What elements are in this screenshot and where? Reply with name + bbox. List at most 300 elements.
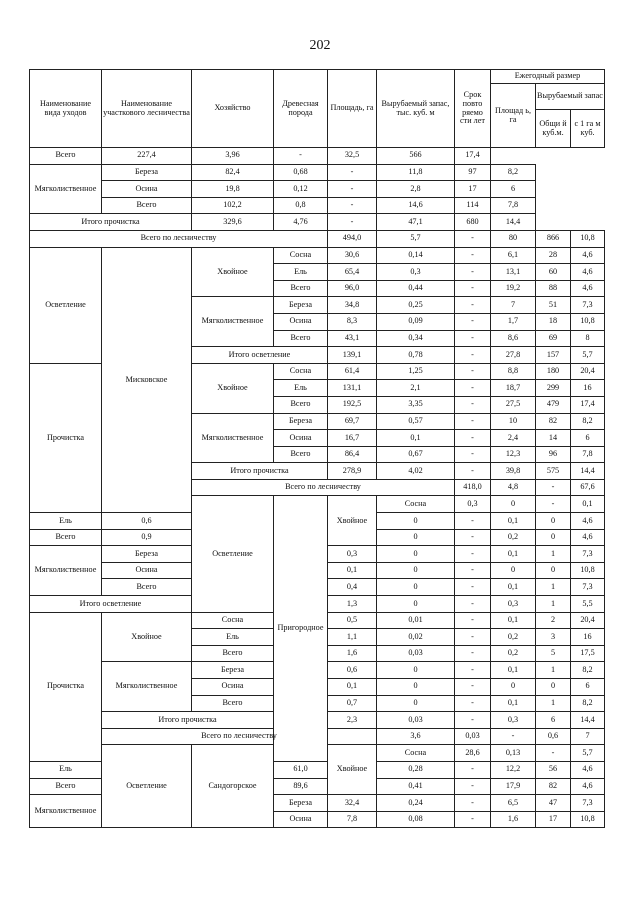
term-cell: - [455, 562, 491, 579]
annual-total-cell: 0 [536, 562, 571, 579]
annual-total-cell: 2 [536, 612, 571, 629]
volume-cell: 0 [377, 562, 455, 579]
annual-area-cell: 17,9 [491, 778, 536, 795]
farm-cell: Хвойное [192, 363, 274, 413]
area-cell: 32,4 [328, 795, 377, 812]
farm-cell: Мягколиственное [102, 662, 192, 712]
forestry-total-label: Всего по лесничеству [192, 479, 455, 496]
volume-cell: 5,7 [377, 230, 455, 247]
volume-cell: 0 [491, 496, 536, 513]
term-cell: - [455, 313, 491, 330]
header-care-type: Наименование вида уходов [30, 70, 102, 148]
annual-per-ha-cell: 8,2 [571, 413, 605, 430]
annual-total-cell: 1 [536, 662, 571, 679]
volume-cell: 0 [377, 529, 455, 546]
species-cell: Береза [274, 297, 328, 314]
annual-per-ha-cell: 7,8 [491, 197, 536, 214]
volume-cell: 0,41 [377, 778, 455, 795]
term-cell: - [455, 430, 491, 447]
annual-per-ha-cell: 4,6 [571, 513, 605, 530]
species-cell: Всего [274, 280, 328, 297]
volume-cell: 0,03 [377, 712, 455, 729]
header-annual-volume: Вырубаемый запас [536, 84, 605, 110]
volume-cell: 0,03 [377, 645, 455, 662]
species-cell: Сосна [192, 612, 274, 629]
term-cell: - [455, 795, 491, 812]
term-cell: - [455, 297, 491, 314]
annual-total-cell: 82 [536, 413, 571, 430]
term-cell: - [455, 662, 491, 679]
annual-area-cell: 39,8 [491, 463, 536, 480]
farm-cell: Мягколиственное [30, 546, 102, 596]
annual-per-ha-cell: 6 [491, 181, 536, 198]
annual-area-cell: 0,1 [491, 513, 536, 530]
annual-per-ha-cell: 6 [571, 679, 605, 696]
volume-cell: 0 [377, 513, 455, 530]
term-cell: - [328, 214, 377, 231]
annual-total-cell: 14 [536, 430, 571, 447]
volume-cell: 0,3 [377, 264, 455, 281]
term-cell: - [455, 513, 491, 530]
species-cell: Всего [102, 197, 192, 214]
annual-per-ha-cell: 4,6 [571, 280, 605, 297]
annual-area-cell: 27,5 [491, 396, 536, 413]
annual-area-cell: 0,3 [491, 712, 536, 729]
annual-per-ha-cell: 4,6 [571, 761, 605, 778]
annual-per-ha-cell: 7,3 [571, 579, 605, 596]
annual-area-cell: 10 [491, 413, 536, 430]
annual-area-cell: 5,7 [571, 745, 605, 762]
annual-total-cell: 680 [455, 214, 491, 231]
area-cell: 1,3 [328, 596, 377, 613]
annual-total-cell: 17 [536, 811, 571, 828]
term-cell: - [455, 347, 491, 364]
subtotal-label: Итого прочистка [102, 712, 274, 729]
table-row [30, 728, 605, 745]
term-cell: - [455, 264, 491, 281]
annual-area-cell: 0,1 [571, 496, 605, 513]
annual-total-cell: 1 [536, 695, 571, 712]
annual-per-ha-cell: 10,8 [571, 313, 605, 330]
annual-area-cell: 6,5 [491, 795, 536, 812]
annual-area-cell: 0,2 [491, 629, 536, 646]
annual-per-ha-cell: 7,3 [571, 297, 605, 314]
species-cell: Всего [102, 579, 192, 596]
volume-cell: 4,8 [491, 479, 536, 496]
annual-total-cell: 0 [536, 529, 571, 546]
annual-total-cell: 3 [536, 629, 571, 646]
area-cell: 3,6 [377, 728, 455, 745]
species-cell: Осина [274, 313, 328, 330]
species-cell: Береза [274, 413, 328, 430]
area-cell: 494,0 [328, 230, 377, 247]
term-cell: - [491, 728, 536, 745]
annual-total-cell: 0 [536, 679, 571, 696]
term-cell: - [455, 612, 491, 629]
species-cell: Сосна [274, 247, 328, 264]
annual-total-cell: 1 [536, 579, 571, 596]
species-cell: Ель [30, 761, 102, 778]
table-row [30, 230, 605, 247]
volume-cell: 0 [377, 579, 455, 596]
annual-total-cell: 56 [536, 761, 571, 778]
species-cell: Осина [102, 181, 192, 198]
annual-total-cell: 866 [536, 230, 571, 247]
annual-area-cell: 1,7 [491, 313, 536, 330]
page-number: 202 [309, 38, 331, 53]
annual-area-cell: 0 [491, 679, 536, 696]
table-row [30, 148, 605, 165]
volume-cell: 4,02 [377, 463, 455, 480]
species-cell: Всего [30, 529, 102, 546]
species-cell: Всего [192, 695, 274, 712]
annual-per-ha-cell: 14,4 [491, 214, 536, 231]
area-cell: 0,3 [455, 496, 491, 513]
annual-total-cell: 82 [536, 778, 571, 795]
annual-total-cell: 1 [536, 596, 571, 613]
header-term: Срок повто ряемо сти лет [455, 70, 491, 148]
annual-total-cell: 299 [536, 380, 571, 397]
volume-cell: 0,68 [274, 164, 328, 181]
volume-cell: 0,1 [377, 430, 455, 447]
area-cell: 139,1 [328, 347, 377, 364]
annual-total-cell: 575 [536, 463, 571, 480]
term-cell: - [455, 761, 491, 778]
term-cell: - [455, 645, 491, 662]
annual-total-cell: 47 [536, 795, 571, 812]
annual-total-cell: 566 [377, 148, 455, 165]
annual-total-cell: 96 [536, 446, 571, 463]
header-total-m3: Общи й куб.м. [536, 110, 571, 148]
header-annual: Ежегодный размер [491, 70, 605, 84]
volume-cell: 0,67 [377, 446, 455, 463]
term-cell: - [455, 247, 491, 264]
area-cell: 278,9 [328, 463, 377, 480]
volume-cell: 0 [377, 546, 455, 563]
care-type-cell: Осветление [30, 247, 102, 363]
annual-per-ha-cell: 17,5 [571, 645, 605, 662]
table-row [30, 164, 605, 181]
term-cell: - [455, 596, 491, 613]
annual-total-cell: 114 [455, 197, 491, 214]
annual-area-cell: 0,1 [491, 546, 536, 563]
term-cell: - [455, 446, 491, 463]
area-cell: 0,9 [102, 529, 192, 546]
area-cell: 7,8 [328, 811, 377, 828]
volume-cell: 0,02 [377, 629, 455, 646]
annual-per-ha-cell: 20,4 [571, 612, 605, 629]
species-cell: Ель [274, 264, 328, 281]
annual-per-ha-cell: 5,5 [571, 596, 605, 613]
term-cell: - [328, 164, 377, 181]
forest-care-table [29, 69, 605, 828]
annual-per-ha-cell: 4,6 [571, 247, 605, 264]
area-cell: 69,7 [328, 413, 377, 430]
annual-per-ha-cell: 7,8 [571, 446, 605, 463]
term-cell: - [328, 197, 377, 214]
species-cell: Сосна [377, 496, 455, 513]
annual-per-ha-cell: 10,8 [571, 230, 605, 247]
area-cell: 89,6 [274, 778, 328, 795]
term-cell: - [455, 413, 491, 430]
annual-area-cell: 0,1 [491, 662, 536, 679]
area-cell: 0,5 [328, 612, 377, 629]
subtotal-label: Итого прочистка [192, 463, 328, 480]
header-forestry: Наименование участкового лесничества [102, 70, 192, 148]
term-cell: - [455, 529, 491, 546]
term-cell: - [455, 778, 491, 795]
species-cell: Береза [192, 662, 274, 679]
annual-total-cell: 479 [536, 396, 571, 413]
species-cell: Береза [102, 546, 192, 563]
table-row [30, 214, 605, 231]
farm-cell: Мягколиственное [192, 297, 274, 347]
annual-area-cell: 12,2 [491, 761, 536, 778]
species-cell: Береза [274, 795, 328, 812]
forestry-cell: Пригородное [274, 496, 328, 762]
term-cell: - [455, 230, 491, 247]
volume-cell: 0 [377, 596, 455, 613]
term-cell: - [328, 181, 377, 198]
volume-cell: 0,09 [377, 313, 455, 330]
forestry-cell: Мисковское [102, 247, 192, 513]
header-area: Площадь, га [328, 70, 377, 148]
volume-cell: 0,01 [377, 612, 455, 629]
annual-per-ha-cell: 8,2 [571, 662, 605, 679]
volume-cell: 0,8 [274, 197, 328, 214]
annual-per-ha-cell: 10,8 [571, 811, 605, 828]
annual-total-cell: 180 [536, 363, 571, 380]
area-cell: 0,4 [328, 579, 377, 596]
header-species: Древесная порода [274, 70, 328, 148]
annual-area-cell: 11,8 [377, 164, 455, 181]
annual-area-cell: 6,1 [491, 247, 536, 264]
volume-cell: 0,03 [455, 728, 491, 745]
farm-cell: Мягколиственное [30, 795, 102, 828]
annual-area-cell: 0,1 [491, 695, 536, 712]
annual-area-cell: 13,1 [491, 264, 536, 281]
area-cell: 96,0 [328, 280, 377, 297]
area-cell: 0,7 [328, 695, 377, 712]
annual-area-cell: 19,2 [491, 280, 536, 297]
volume-cell: 0,13 [491, 745, 536, 762]
volume-cell: 0,24 [377, 795, 455, 812]
annual-area-cell: 32,5 [328, 148, 377, 165]
annual-area-cell: 0,3 [491, 596, 536, 613]
annual-per-ha-cell: 10,8 [571, 562, 605, 579]
species-cell: Сосна [274, 363, 328, 380]
area-cell: 65,4 [328, 264, 377, 281]
forestry-cell: Сандогорское [192, 745, 274, 828]
annual-area-cell: 27,8 [491, 347, 536, 364]
annual-total-cell: 18 [536, 313, 571, 330]
annual-area-cell: 2,8 [377, 181, 455, 198]
annual-total-cell: 88 [536, 280, 571, 297]
species-cell: Ель [30, 513, 102, 530]
area-cell: 0,6 [102, 513, 192, 530]
volume-cell: 0,12 [274, 181, 328, 198]
species-cell: Всего [192, 645, 274, 662]
annual-per-ha-cell: 20,4 [571, 363, 605, 380]
volume-cell: 3,96 [192, 148, 274, 165]
term-cell: - [536, 496, 571, 513]
area-cell: 418,0 [455, 479, 491, 496]
annual-total-cell: 28 [536, 247, 571, 264]
annual-per-ha-cell: 6 [571, 430, 605, 447]
area-cell: 0,1 [328, 562, 377, 579]
volume-cell: 0,14 [377, 247, 455, 264]
area-cell: 30,6 [328, 247, 377, 264]
care-type-cell: Осветление [192, 496, 274, 612]
forestry-total-label: Всего по лесничеству [30, 230, 328, 247]
table-body [30, 148, 605, 828]
annual-area-cell: 0,1 [491, 612, 536, 629]
annual-per-ha-cell: 17,4 [571, 396, 605, 413]
area-cell: 43,1 [328, 330, 377, 347]
annual-per-ha-cell: 14,4 [571, 463, 605, 480]
species-cell: Ель [274, 380, 328, 397]
species-cell: Осина [274, 430, 328, 447]
annual-per-ha-cell: 4,6 [571, 264, 605, 281]
area-cell: 131,1 [328, 380, 377, 397]
term-cell: - [536, 479, 571, 496]
area-cell: 192,5 [328, 396, 377, 413]
area-cell: 102,2 [192, 197, 274, 214]
area-cell: 8,3 [328, 313, 377, 330]
volume-cell: 0,57 [377, 413, 455, 430]
care-type-cell: Прочистка [30, 612, 102, 761]
annual-area-cell: 8,8 [491, 363, 536, 380]
area-cell: 329,6 [192, 214, 274, 231]
area-cell: 0,3 [328, 546, 377, 563]
species-cell: Ель [192, 629, 274, 646]
annual-area-cell: 7 [491, 297, 536, 314]
species-cell: Всего [30, 778, 102, 795]
annual-total-cell: 6 [536, 712, 571, 729]
header-annual-area: Площад ь, га [491, 84, 536, 148]
header-per-ha: с 1 га м куб. [571, 110, 605, 148]
area-cell: 1,6 [328, 645, 377, 662]
species-cell: Сосна [377, 745, 455, 762]
annual-area-cell: 0 [491, 562, 536, 579]
volume-cell: 4,76 [274, 214, 328, 231]
subtotal-label: Итого прочистка [30, 214, 192, 231]
subtotal-label: Итого осветление [30, 596, 192, 613]
annual-total-cell: 5 [536, 645, 571, 662]
area-cell: 2,3 [328, 712, 377, 729]
volume-cell: 0,78 [377, 347, 455, 364]
annual-area-cell: 12,3 [491, 446, 536, 463]
area-cell: 34,8 [328, 297, 377, 314]
annual-per-ha-cell: 7,3 [571, 795, 605, 812]
term-cell: - [455, 579, 491, 596]
annual-per-ha-cell: 16 [571, 629, 605, 646]
term-cell: - [455, 396, 491, 413]
term-cell: - [455, 330, 491, 347]
term-cell: - [455, 380, 491, 397]
species-cell: Всего [274, 446, 328, 463]
table-header [30, 70, 605, 148]
area-cell: 61,4 [328, 363, 377, 380]
annual-per-ha-cell: 7,3 [571, 546, 605, 563]
term-cell: - [536, 745, 571, 762]
annual-area-cell: 14,6 [377, 197, 455, 214]
annual-total-cell: 7 [571, 728, 605, 745]
annual-total-cell: 69 [536, 330, 571, 347]
annual-total-cell: 157 [536, 347, 571, 364]
care-type-cell: Осветление [102, 745, 192, 828]
term-cell: - [455, 546, 491, 563]
annual-area-cell: 18,7 [491, 380, 536, 397]
term-cell: - [455, 280, 491, 297]
species-cell: Осина [274, 811, 328, 828]
area-cell: 1,1 [328, 629, 377, 646]
farm-cell: Хвойное [192, 247, 274, 297]
volume-cell: 0 [377, 695, 455, 712]
farm-cell: Хвойное [102, 612, 192, 662]
volume-cell: 0,28 [377, 761, 455, 778]
annual-per-ha-cell: 8,2 [491, 164, 536, 181]
annual-total-cell: 1 [536, 546, 571, 563]
table-row [30, 197, 605, 214]
area-cell: 0,6 [328, 662, 377, 679]
annual-area-cell: 0,1 [491, 579, 536, 596]
area-cell: 61,0 [274, 761, 328, 778]
annual-per-ha-cell: 4,6 [571, 778, 605, 795]
volume-cell: 0,25 [377, 297, 455, 314]
annual-per-ha-cell: 4,6 [571, 529, 605, 546]
volume-cell: 0 [377, 679, 455, 696]
annual-area-cell: 67,6 [571, 479, 605, 496]
annual-per-ha-cell: 14,4 [571, 712, 605, 729]
species-cell: Всего [30, 148, 102, 165]
annual-total-cell: 0 [536, 513, 571, 530]
annual-area-cell: 0,2 [491, 529, 536, 546]
term-cell: - [455, 811, 491, 828]
volume-cell: 0,08 [377, 811, 455, 828]
annual-per-ha-cell: 17,4 [455, 148, 491, 165]
area-cell: 227,4 [102, 148, 192, 165]
volume-cell: 1,25 [377, 363, 455, 380]
term-cell: - [455, 463, 491, 480]
species-cell: Осина [192, 679, 274, 696]
annual-per-ha-cell: 8 [571, 330, 605, 347]
annual-total-cell: 60 [536, 264, 571, 281]
volume-cell: 0,34 [377, 330, 455, 347]
volume-cell: 2,1 [377, 380, 455, 397]
farm-cell: Мягколиственное [30, 164, 102, 214]
annual-area-cell: 2,4 [491, 430, 536, 447]
care-type-cell: Прочистка [30, 363, 102, 512]
annual-per-ha-cell: 5,7 [571, 347, 605, 364]
term-cell: - [455, 695, 491, 712]
species-cell: Всего [274, 396, 328, 413]
term-cell: - [274, 148, 328, 165]
farm-cell: Мягколиственное [192, 413, 274, 463]
area-cell: 0,1 [328, 679, 377, 696]
table-row [30, 247, 605, 264]
annual-area-cell: 80 [491, 230, 536, 247]
forestry-total-label: Всего по лесничеству [102, 728, 377, 745]
species-cell: Осина [102, 562, 192, 579]
annual-total-cell: 97 [455, 164, 491, 181]
term-cell: - [455, 363, 491, 380]
volume-cell: 0 [377, 662, 455, 679]
annual-total-cell: 51 [536, 297, 571, 314]
area-cell: 16,7 [328, 430, 377, 447]
header-volume: Вырубаемый запас, тыс. куб. м [377, 70, 455, 148]
area-cell: 28,6 [455, 745, 491, 762]
